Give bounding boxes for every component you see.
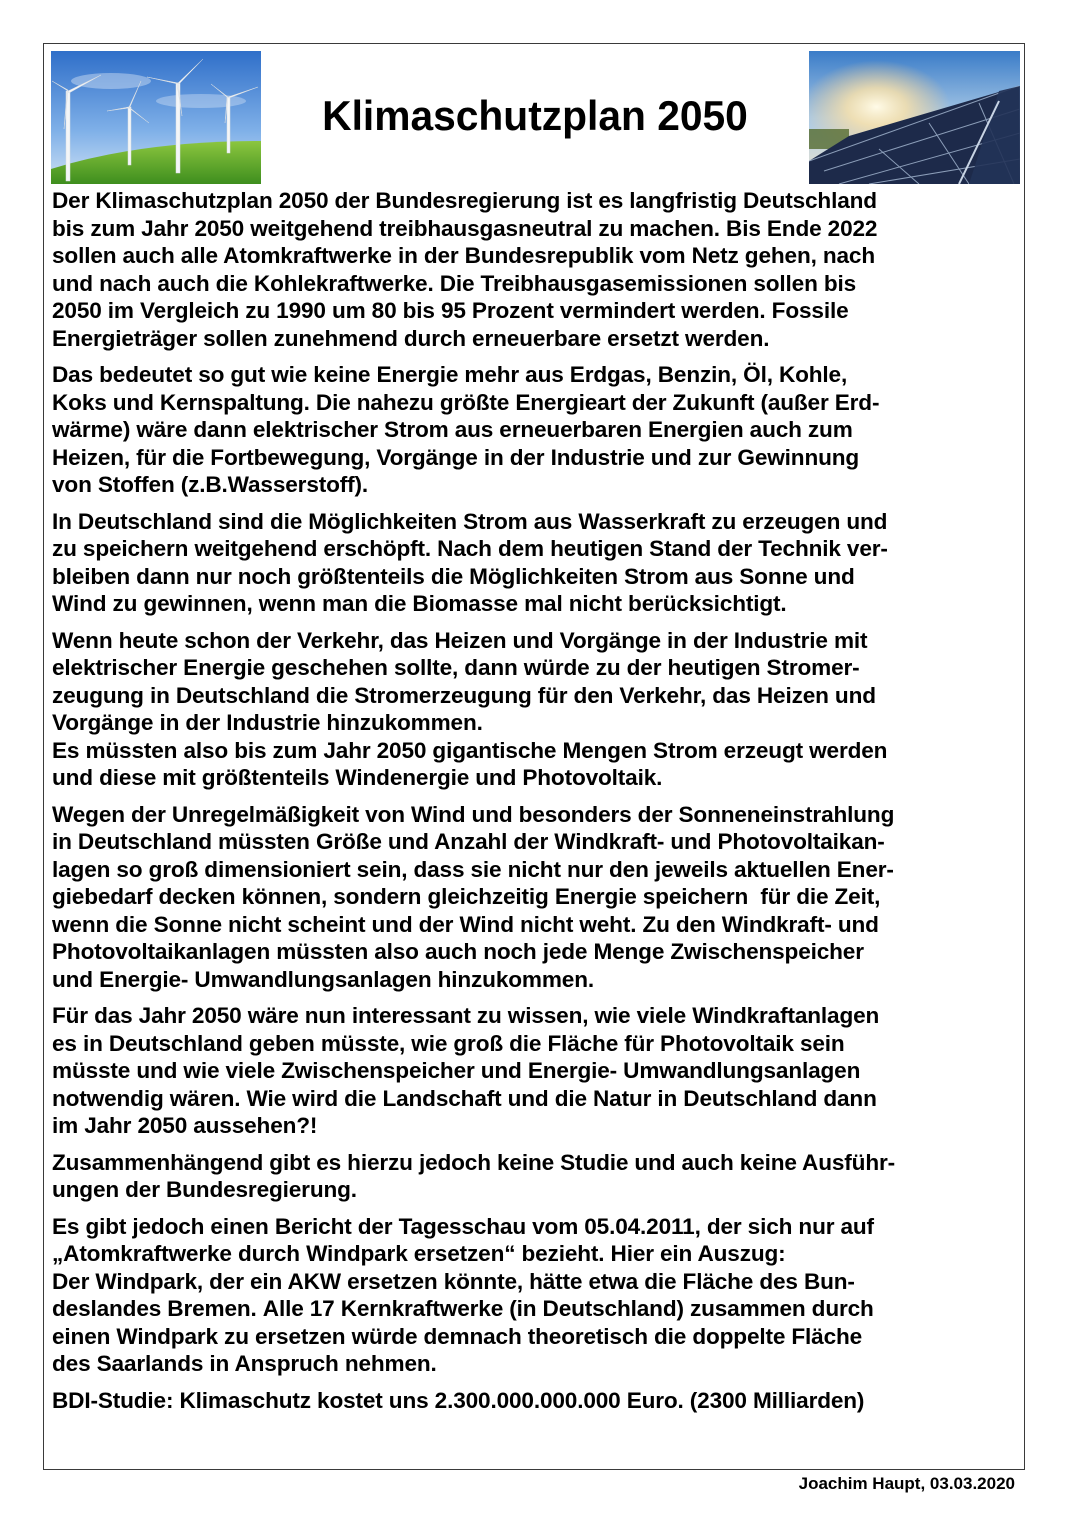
text-line	[52, 856, 1018, 884]
text-line	[52, 654, 1018, 682]
text-line	[52, 828, 1018, 856]
line-text: von Stoffen (z.B.Wasserstoff).	[52, 472, 369, 497]
text-line	[52, 1057, 1018, 1085]
line-text: ungen der Bundesregierung.	[52, 1177, 357, 1202]
text-line	[52, 682, 1018, 710]
line-text: Der Klimaschutzplan 2050 der Bundesregierung ist es langfristig Deutschland	[52, 188, 877, 213]
paragraph	[52, 187, 1018, 352]
text-line	[52, 737, 1018, 765]
line-text: (in Deutschland) zusammen durch	[503, 1296, 874, 1321]
text-line	[52, 270, 1018, 298]
text-line	[52, 911, 1018, 939]
line-text: in Anspruch nehmen.	[203, 1351, 437, 1376]
line-text: elektrischer Energie geschehen sollte, dann würde zu der heutigen Stromer-	[52, 655, 860, 680]
text-line	[52, 187, 1018, 215]
line-text: bleiben dann nur noch größtenteils die Möglichkeiten Strom aus Sonne und	[52, 563, 855, 589]
author-date: Joachim Haupt, 03.03.2020	[798, 1474, 1015, 1493]
text-line	[52, 590, 1018, 618]
text-line	[52, 1002, 1018, 1030]
line-text: zu machen. Bis Ende 2022	[592, 215, 878, 241]
paragraph	[52, 1387, 1018, 1415]
line-text: Der Windpark, der ein AKW ersetzen könnte, hätte etwa die Fläche des Bun-	[52, 1268, 855, 1294]
line-text: Für das Jahr 2050 wäre nun interessant zu wissen, wie viele Windkraftanlagen	[52, 1003, 880, 1028]
paragraph	[52, 801, 1018, 994]
paragraph	[52, 361, 1018, 499]
line-text: Vorgänge in der Industrie hinzukommen.	[52, 710, 483, 735]
text-line	[52, 801, 1018, 829]
text-line	[52, 1350, 1018, 1378]
paragraph	[52, 1213, 1018, 1378]
line-text: giebedarf decken können, sondern gleichzeitig Energie speichern für die Zeit,	[52, 884, 881, 909]
emphasized-text: Alle 17 Kernkraftwerke	[262, 1296, 504, 1321]
text-line	[52, 1323, 1018, 1351]
line-text: einen Windpark zu ersetzen würde demnach theoretisch die	[52, 1323, 693, 1349]
line-text: es in Deutschland geben müsste, wie groß die Fläche für Photovoltaik sein	[52, 1030, 845, 1056]
text-line	[52, 938, 1018, 966]
text-line	[52, 1176, 1018, 1204]
solar-panels-image	[809, 51, 1020, 184]
line-text: Wegen der Unregelmäßigkeit von Wind und besonders der Sonneneinstrahlung	[52, 801, 895, 827]
paragraph	[52, 508, 1018, 618]
line-text: im Jahr 2050 aussehen?!	[52, 1113, 318, 1138]
line-text: deslandes Bremen.	[52, 1296, 263, 1321]
line-text: Es müssten also bis zum Jahr 2050 gigantische Mengen Strom erzeugt werden	[52, 737, 888, 763]
line-text: Das bedeutet so gut wie keine Energie mehr aus Erdgas, Benzin, Öl, Kohle,	[52, 362, 848, 387]
line-text: zeugung in Deutschland die Stromerzeugung für den Verkehr, das Heizen und	[52, 682, 876, 708]
text-line	[52, 297, 1018, 325]
wind-turbines-image	[51, 51, 261, 184]
text-line	[52, 1240, 1018, 1268]
text-line	[52, 1387, 1018, 1415]
line-text: sollen auch alle Atomkraftwerke in der Bundesrepublik vom Netz gehen, nach	[52, 243, 875, 268]
line-text: BDI-Studie: Klimaschutz kostet uns 2.300.000.000.000 Euro. (2300 Milliarden)	[52, 1387, 865, 1413]
line-text: Zusammenhängend gibt es hierzu jedoch keine Studie und auch keine Ausführ-	[52, 1149, 895, 1175]
text-line	[52, 508, 1018, 536]
emphasized-text: doppelte Fläche	[692, 1323, 863, 1349]
text-line	[52, 1085, 1018, 1113]
text-line	[52, 1213, 1018, 1241]
emphasized-text: treibhausgasneutral	[379, 215, 593, 241]
text-line	[52, 1149, 1018, 1177]
line-text: Heizen, für die Fortbewegung, Vorgänge in der Industrie und zur Gewinnung	[52, 444, 860, 470]
text-line	[52, 1295, 1018, 1323]
line-text: Koks und Kernspaltung. Die nahezu größte Energieart der Zukunft (außer Erd-	[52, 389, 880, 415]
line-text: Wenn heute schon der Verkehr, das Heizen und Vorgänge in der Industrie mit	[52, 627, 868, 653]
emphasized-text: des Saarlands	[52, 1351, 204, 1376]
text-line	[52, 535, 1018, 563]
line-text: Photovoltaikanlagen müssten also auch noch jede Menge Zwischenspeicher	[52, 939, 864, 964]
line-text: in Deutschland müssten Größe und Anzahl der Windkraft- und Photovoltaikan-	[52, 829, 885, 854]
line-text: wärme) wäre dann elektrischer Strom aus erneuerbaren Energien auch zum	[52, 417, 853, 442]
line-text: „Atomkraftwerke durch Windpark ersetzen“ bezieht. Hier ein Auszug:	[52, 1241, 786, 1266]
paragraph	[52, 1002, 1018, 1140]
line-text: und nach auch die Kohlekraftwerke. Die Treibhausgasemissionen sollen bis	[52, 270, 857, 296]
paragraph	[52, 627, 1018, 792]
document-body	[52, 187, 1018, 1423]
line-text: notwendig wären. Wie wird die Landschaft und die Natur in Deutschland dann	[52, 1085, 877, 1111]
text-line	[52, 764, 1018, 792]
text-line	[52, 563, 1018, 591]
line-text: lagen so groß dimensioniert sein, dass sie nicht nur den jeweils aktuellen Ener-	[52, 856, 894, 882]
line-text: müsste und wie viele Zwischenspeicher und Energie- Umwandlungsanlagen	[52, 1058, 861, 1083]
text-line	[52, 1112, 1018, 1140]
text-line	[52, 416, 1018, 444]
text-line	[52, 709, 1018, 737]
line-text: zu speichern weitgehend erschöpft. Nach dem heutigen Stand der Technik ver-	[52, 536, 888, 561]
line-text: und Energie- Umwandlungsanlagen hinzukommen.	[52, 966, 594, 992]
line-text: Wind zu gewinnen, wenn man die Biomasse mal nicht berücksichtigt.	[52, 591, 787, 616]
text-line	[52, 1030, 1018, 1058]
page-title: Klimaschutzplan 2050	[322, 92, 748, 139]
line-text: Energieträger sollen zunehmend durch erneuerbare ersetzt werden.	[52, 325, 770, 351]
line-text: wenn die Sonne nicht scheint und der Wind nicht weht. Zu den Windkraft- und	[52, 911, 879, 937]
line-text: und diese mit größtenteils Windenergie und Photovoltaik.	[52, 765, 663, 790]
text-line	[52, 444, 1018, 472]
line-text: bis zum Jahr 2050 weitgehend	[52, 215, 380, 241]
text-line	[52, 627, 1018, 655]
text-line	[52, 966, 1018, 994]
paragraph	[52, 1149, 1018, 1204]
line-text: 2050 im Vergleich zu 1990 um 80 bis 95 Prozent vermindert werden. Fossile	[52, 298, 849, 323]
line-text: Es gibt jedoch einen Bericht der Tagesschau vom 05.04.2011, der sich nur auf	[52, 1213, 874, 1239]
text-line	[52, 215, 1018, 243]
text-line	[52, 325, 1018, 353]
text-line	[52, 883, 1018, 911]
text-line	[52, 471, 1018, 499]
text-line	[52, 1268, 1018, 1296]
text-line	[52, 389, 1018, 417]
line-text: In Deutschland sind die Möglichkeiten Strom aus Wasserkraft zu erzeugen und	[52, 508, 888, 534]
text-line	[52, 361, 1018, 389]
text-line	[52, 242, 1018, 270]
